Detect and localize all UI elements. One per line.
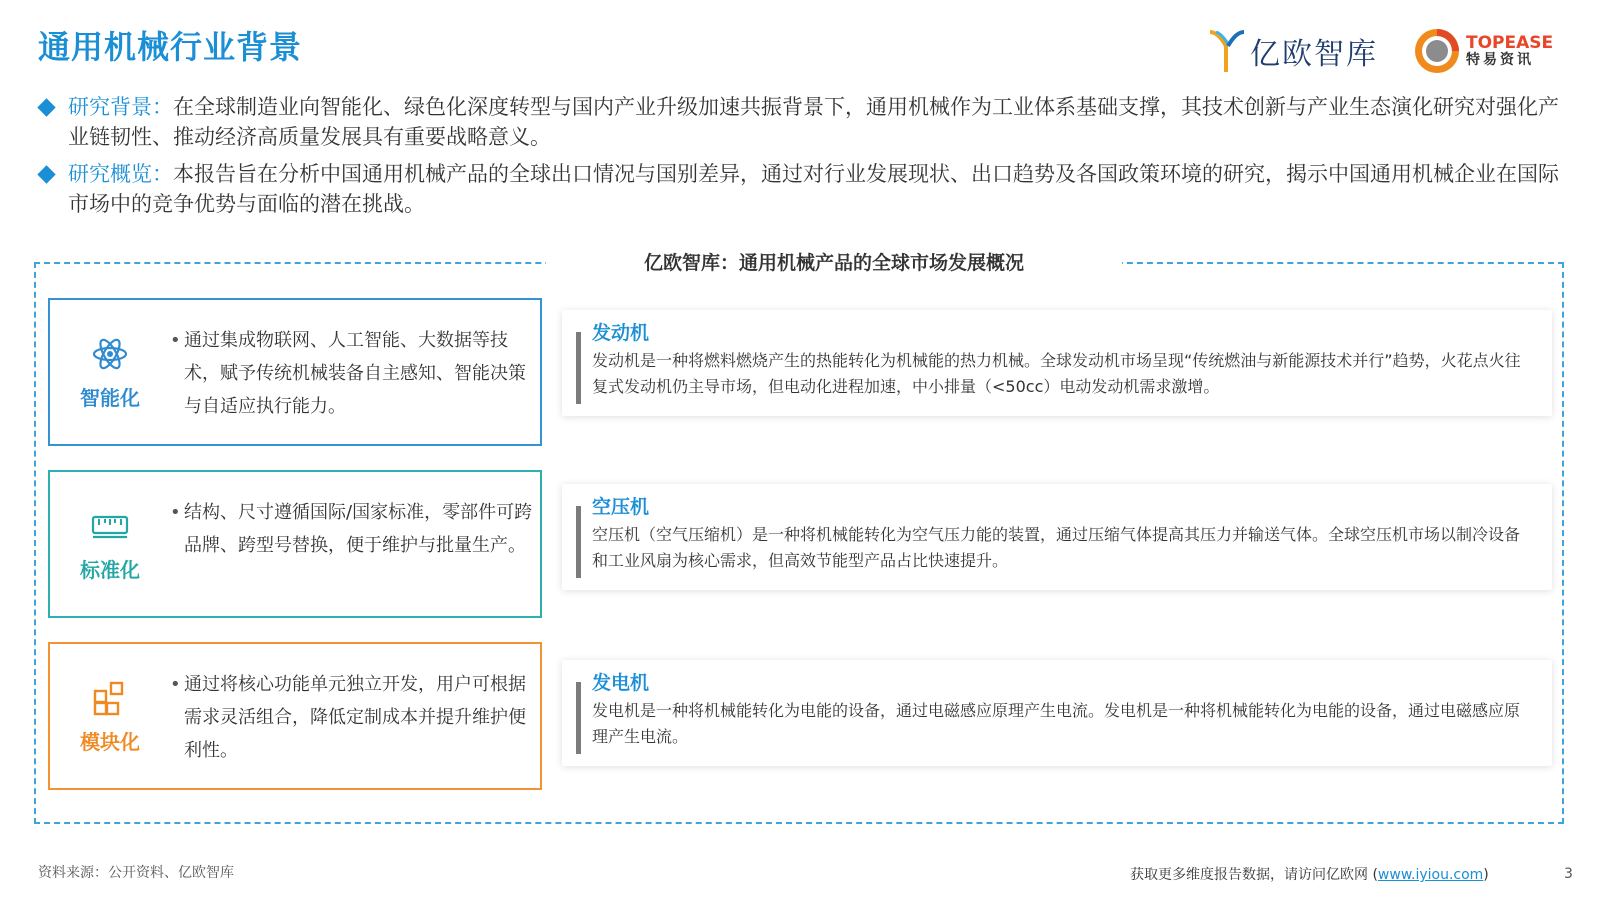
- feature-description: • 结构、尺寸遵循国际/国家标准，零部件可跨品牌、跨型号替换，便于维护与批量生产。: [170, 502, 533, 556]
- topease-logo-cn: 特易资讯: [1466, 51, 1534, 68]
- product-card-engine: [562, 310, 1552, 416]
- topease-logo-en: TOPEASE: [1466, 32, 1554, 53]
- source-note: 资料来源：公开资料、亿欧智库: [38, 865, 234, 881]
- bullet-text: 本报告旨在分析中国通用机械产品的全球出口情况与国别差异，通过对行业发展现状、出口趋势及各国政策环境的研究，揭示中国通用机械企业在国际市场中的竞争优势与面临的潜在挑战。: [68, 162, 1559, 216]
- feature-label: 智能化: [80, 385, 140, 410]
- bullet-background: [38, 92, 1568, 152]
- ruler-icon: [90, 506, 130, 546]
- diamond-bullet-icon: [37, 165, 55, 183]
- card-title: 发动机: [592, 322, 650, 344]
- feature-label: 模块化: [80, 729, 140, 754]
- product-card-generator: [562, 660, 1552, 766]
- topease-logo-icon: [1412, 26, 1462, 76]
- feature-label: 标准化: [80, 557, 140, 582]
- bullet-text: 在全球制造业向智能化、绿色化深度转型与国内产业升级加速共振背景下，通用机械作为工业体系基础支撑，其技术创新与产业生态演化研究对强化产业链韧性、推动经济高质量发展具有重要战略意义。: [68, 95, 1559, 149]
- feature-description: • 通过将核心功能单元独立开发，用户可根据需求灵活组合，降低定制成本并提升维护便利性。: [170, 674, 526, 761]
- card-accent-bar: [576, 332, 581, 404]
- diamond-bullet-icon: [37, 98, 55, 116]
- card-body: 发动机是一种将燃料燃烧产生的热能转化为机械能的热力机械。全球发动机市场呈现“传统燃油与新能源技术并行”趋势，火花点火往复式发动机仍主导市场，但电动化进程加速，中小排量（<50cc）电动发动机需求激增。: [592, 351, 1521, 396]
- iyiou-link[interactable]: www.iyiou.com: [1377, 867, 1484, 883]
- topease-logo: [1412, 26, 1553, 76]
- card-body: 发电机是一种将机械能转化为电能的设备，通过电磁感应原理产生电流。发电机是一种将机械能转化为电能的设备，通过电磁感应原理产生电流。: [592, 701, 1521, 746]
- modules-icon: [90, 678, 130, 718]
- bullet-overview: [38, 159, 1568, 219]
- card-title: 空压机: [592, 496, 650, 518]
- atom-icon: [90, 334, 130, 374]
- yiou-logo-text: 亿欧智库: [1250, 37, 1378, 72]
- feature-intelligent: [48, 298, 542, 446]
- product-card-compressor: [562, 484, 1552, 590]
- yiou-logo: [1208, 26, 1378, 76]
- intro-bullets: [38, 92, 1568, 226]
- card-body: 空压机（空气压缩机）是一种将机械能转化为空气压力能的装置，通过压缩气体提高其压力并输送气体。全球空压机市场以制冷设备和工业风扇为核心需求，但高效节能型产品占比快速提升。: [592, 525, 1521, 570]
- bullet-label: 研究背景：: [68, 95, 173, 119]
- bullet-label: 研究概览：: [68, 162, 173, 186]
- card-accent-bar: [576, 682, 581, 754]
- overview-frame-title: 亿欧智库：通用机械产品的全球市场发展概况: [546, 248, 1122, 278]
- footer-more-info: 获取更多维度报告数据，请访问亿欧网 (www.iyiou.com): [1130, 867, 1489, 883]
- feature-description: • 通过集成物联网、人工智能、大数据等技术，赋予传统机械装备自主感知、智能决策与自适应执行能力。: [170, 330, 526, 417]
- card-title: 发电机: [592, 672, 650, 694]
- card-accent-bar: [576, 506, 581, 578]
- yiou-logo-icon: [1208, 28, 1246, 74]
- feature-modular: [48, 642, 542, 790]
- feature-standardized: [48, 470, 542, 618]
- page-number: 3: [1564, 866, 1573, 882]
- page-title: 通用机械行业背景: [38, 28, 303, 66]
